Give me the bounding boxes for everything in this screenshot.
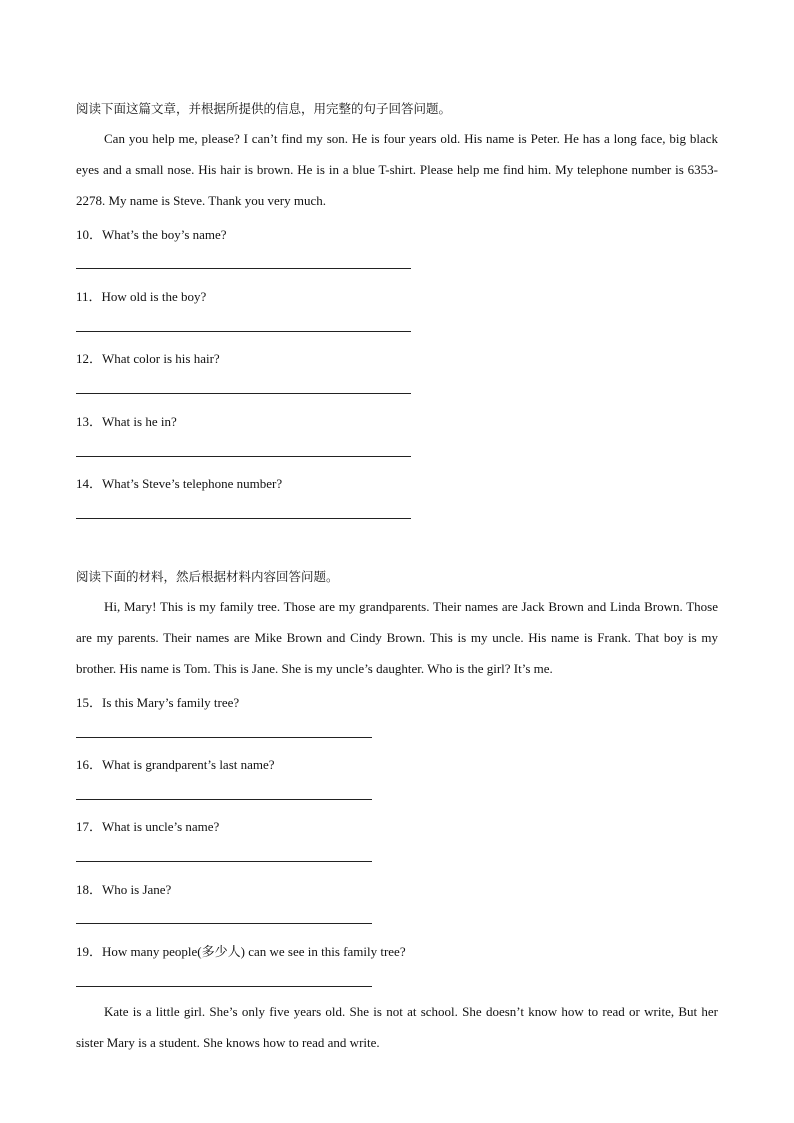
section1-passage-text: Can you help me, please? I can’t find my son. He is four years old. His name is Peter. He has a long face, big black eyes and a small nose. His hair is brown. He is in a blue T-shirt. Please help me find him. My telephone number is 6353-2278. My name is Steve. Thank you very much. <box>76 131 718 208</box>
section1-instruction: 阅读下面这篇文章，并根据所提供的信息，用完整的句子回答问题。 <box>76 101 452 116</box>
section3-passage <box>76 996 718 1058</box>
question-18: 18．Who is Jane? <box>76 882 172 897</box>
question-19: 19．How many people(多少人) can we see in this family tree? <box>76 944 406 959</box>
question-10: 10．What’s the boy’s name? <box>76 227 227 242</box>
section1-passage <box>76 123 718 216</box>
question-12: 12．What color is his hair? <box>76 351 220 366</box>
question-15: 15．Is this Mary’s family tree? <box>76 695 240 710</box>
section2-passage-text: Hi, Mary! This is my family tree. Those are my grandparents. Their names are Jack Brown and Linda Brown. Those are my parents. Their names are Mike Brown and Cindy Brown. This is my uncle. His name is Frank. That boy is my brother. His name is Tom. This is Jane. She is my uncle’s daughter. Who is the girl? It’s me. <box>76 599 718 676</box>
question-11: 11．How old is the boy? <box>76 289 207 304</box>
answer-line-10[interactable] <box>76 268 411 269</box>
question-13: 13．What is he in? <box>76 414 177 429</box>
answer-line-14[interactable] <box>76 518 411 519</box>
section2-passage <box>76 591 718 684</box>
question-14: 14．What’s Steve’s telephone number? <box>76 476 283 491</box>
question-16: 16．What is grandparent’s last name? <box>76 757 275 772</box>
answer-line-19[interactable] <box>76 986 372 987</box>
section2-instruction: 阅读下面的材料，然后根据材料内容回答问题。 <box>76 569 339 584</box>
answer-line-15[interactable] <box>76 737 372 738</box>
section3-passage-text: Kate is a little girl. She’s only five years old. She is not at school. She doesn’t know how to read or write, But her sister Mary is a student. She knows how to read and write. <box>76 1004 718 1050</box>
answer-line-17[interactable] <box>76 861 372 862</box>
answer-line-13[interactable] <box>76 456 411 457</box>
answer-line-18[interactable] <box>76 923 372 924</box>
answer-line-11[interactable] <box>76 331 411 332</box>
answer-line-16[interactable] <box>76 799 372 800</box>
question-17: 17．What is uncle’s name? <box>76 819 220 834</box>
answer-line-12[interactable] <box>76 393 411 394</box>
